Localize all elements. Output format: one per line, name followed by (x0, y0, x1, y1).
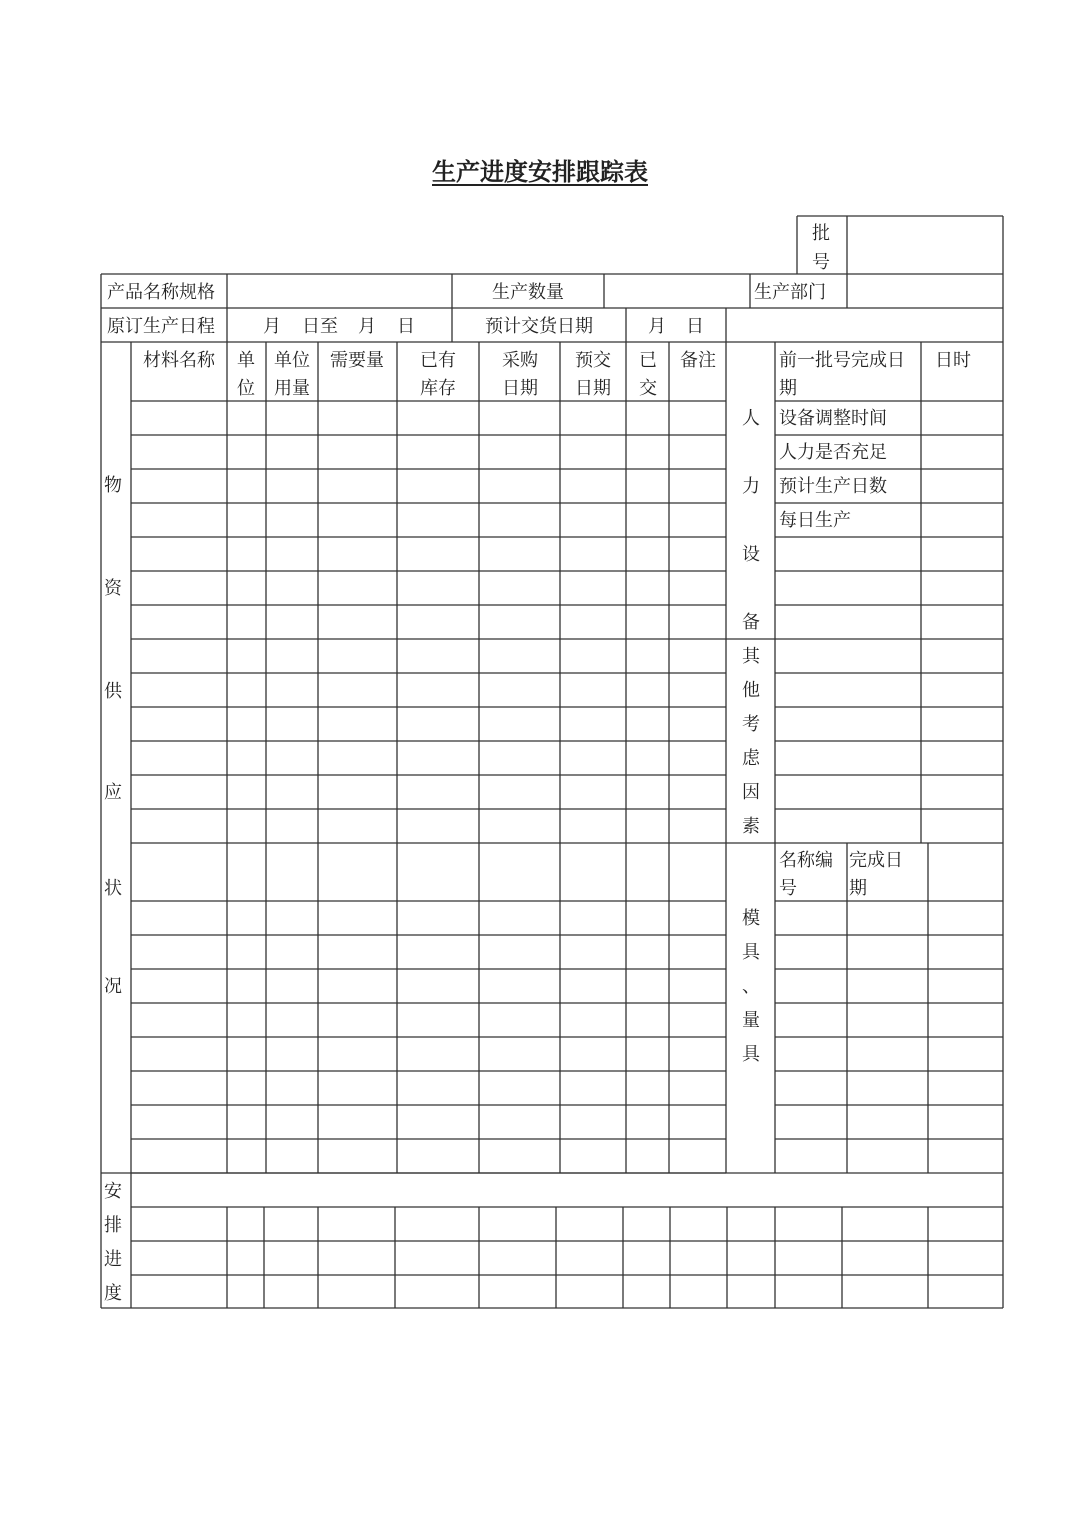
side-materials-3: 供 (104, 681, 122, 702)
product-label: 产品名称规格 (107, 282, 215, 303)
side-manpower-3: 设 (742, 544, 760, 565)
side-other-4: 虑 (742, 748, 760, 769)
hours-label: 日时 (935, 350, 971, 371)
side-progress-3: 进 (104, 1249, 122, 1270)
side-other-3: 考 (742, 714, 760, 735)
side-materials-5: 状 (104, 878, 122, 899)
col-delivered-1: 已 (639, 350, 657, 371)
col-unit-usage-2: 用量 (274, 378, 310, 399)
col-unit-1: 单 (237, 350, 255, 371)
side-manpower-1: 人 (742, 408, 760, 429)
schedule-month2: 月 (358, 316, 376, 337)
schedule-day-to: 日至 (302, 316, 338, 337)
side-progress-2: 排 (104, 1215, 122, 1236)
col-material-name: 材料名称 (143, 350, 215, 371)
page-title: 生产进度安排跟踪表 (432, 157, 648, 186)
est-days-label: 预计生产日数 (779, 476, 887, 497)
batch-label-2: 号 (812, 252, 830, 273)
side-progress-4: 度 (104, 1283, 122, 1304)
col-in-stock-2: 库存 (420, 378, 456, 399)
col-purchase-1: 采购 (502, 350, 538, 371)
delivery-month: 月 (648, 316, 666, 337)
col-unit-2: 位 (237, 378, 255, 399)
adjust-time-label: 设备调整时间 (779, 408, 887, 429)
daily-output-label: 每日生产 (779, 510, 851, 531)
tooling-finish-2: 期 (849, 878, 867, 899)
qty-label: 生产数量 (492, 282, 564, 303)
tooling-finish-1: 完成日 (849, 850, 903, 871)
side-tooling-2: 具 (742, 942, 760, 963)
col-purchase-2: 日期 (502, 378, 538, 399)
dept-label: 生产部门 (754, 282, 826, 303)
col-required: 需要量 (330, 350, 384, 371)
col-remarks: 备注 (680, 350, 716, 371)
side-materials-1: 物 (104, 475, 122, 496)
batch-label-1: 批 (812, 223, 830, 244)
side-materials-2: 资 (104, 578, 122, 599)
tooling-name-no-2: 号 (779, 878, 797, 899)
col-delivered-2: 交 (639, 378, 657, 399)
col-unit-usage-1: 单位 (274, 350, 310, 371)
schedule-month1: 月 (263, 316, 281, 337)
side-tooling-1: 模 (742, 908, 760, 929)
side-tooling-4: 量 (742, 1010, 760, 1031)
schedule-day2: 日 (397, 316, 415, 337)
tooling-name-no-1: 名称编 (779, 850, 833, 871)
side-materials-6: 况 (104, 976, 122, 997)
col-in-stock-1: 已有 (420, 350, 456, 371)
side-other-6: 素 (742, 816, 760, 837)
side-other-2: 他 (742, 680, 760, 701)
col-due-2: 日期 (575, 378, 611, 399)
col-due-1: 预交 (575, 350, 611, 371)
prev-batch-2: 期 (779, 378, 797, 399)
side-materials-4: 应 (104, 782, 122, 803)
schedule-label: 原订生产日程 (107, 316, 215, 337)
side-other-1: 其 (742, 646, 760, 667)
prev-batch-1: 前一批号完成日 (779, 350, 905, 371)
side-progress-1: 安 (104, 1181, 122, 1202)
delivery-label: 预计交货日期 (485, 316, 593, 337)
side-manpower-4: 备 (742, 612, 760, 633)
side-manpower-2: 力 (742, 476, 760, 497)
side-tooling-3: 、 (742, 976, 760, 997)
side-other-5: 因 (742, 782, 760, 803)
delivery-day: 日 (686, 316, 704, 337)
staffing-label: 人力是否充足 (779, 442, 887, 463)
side-tooling-5: 具 (742, 1044, 760, 1065)
